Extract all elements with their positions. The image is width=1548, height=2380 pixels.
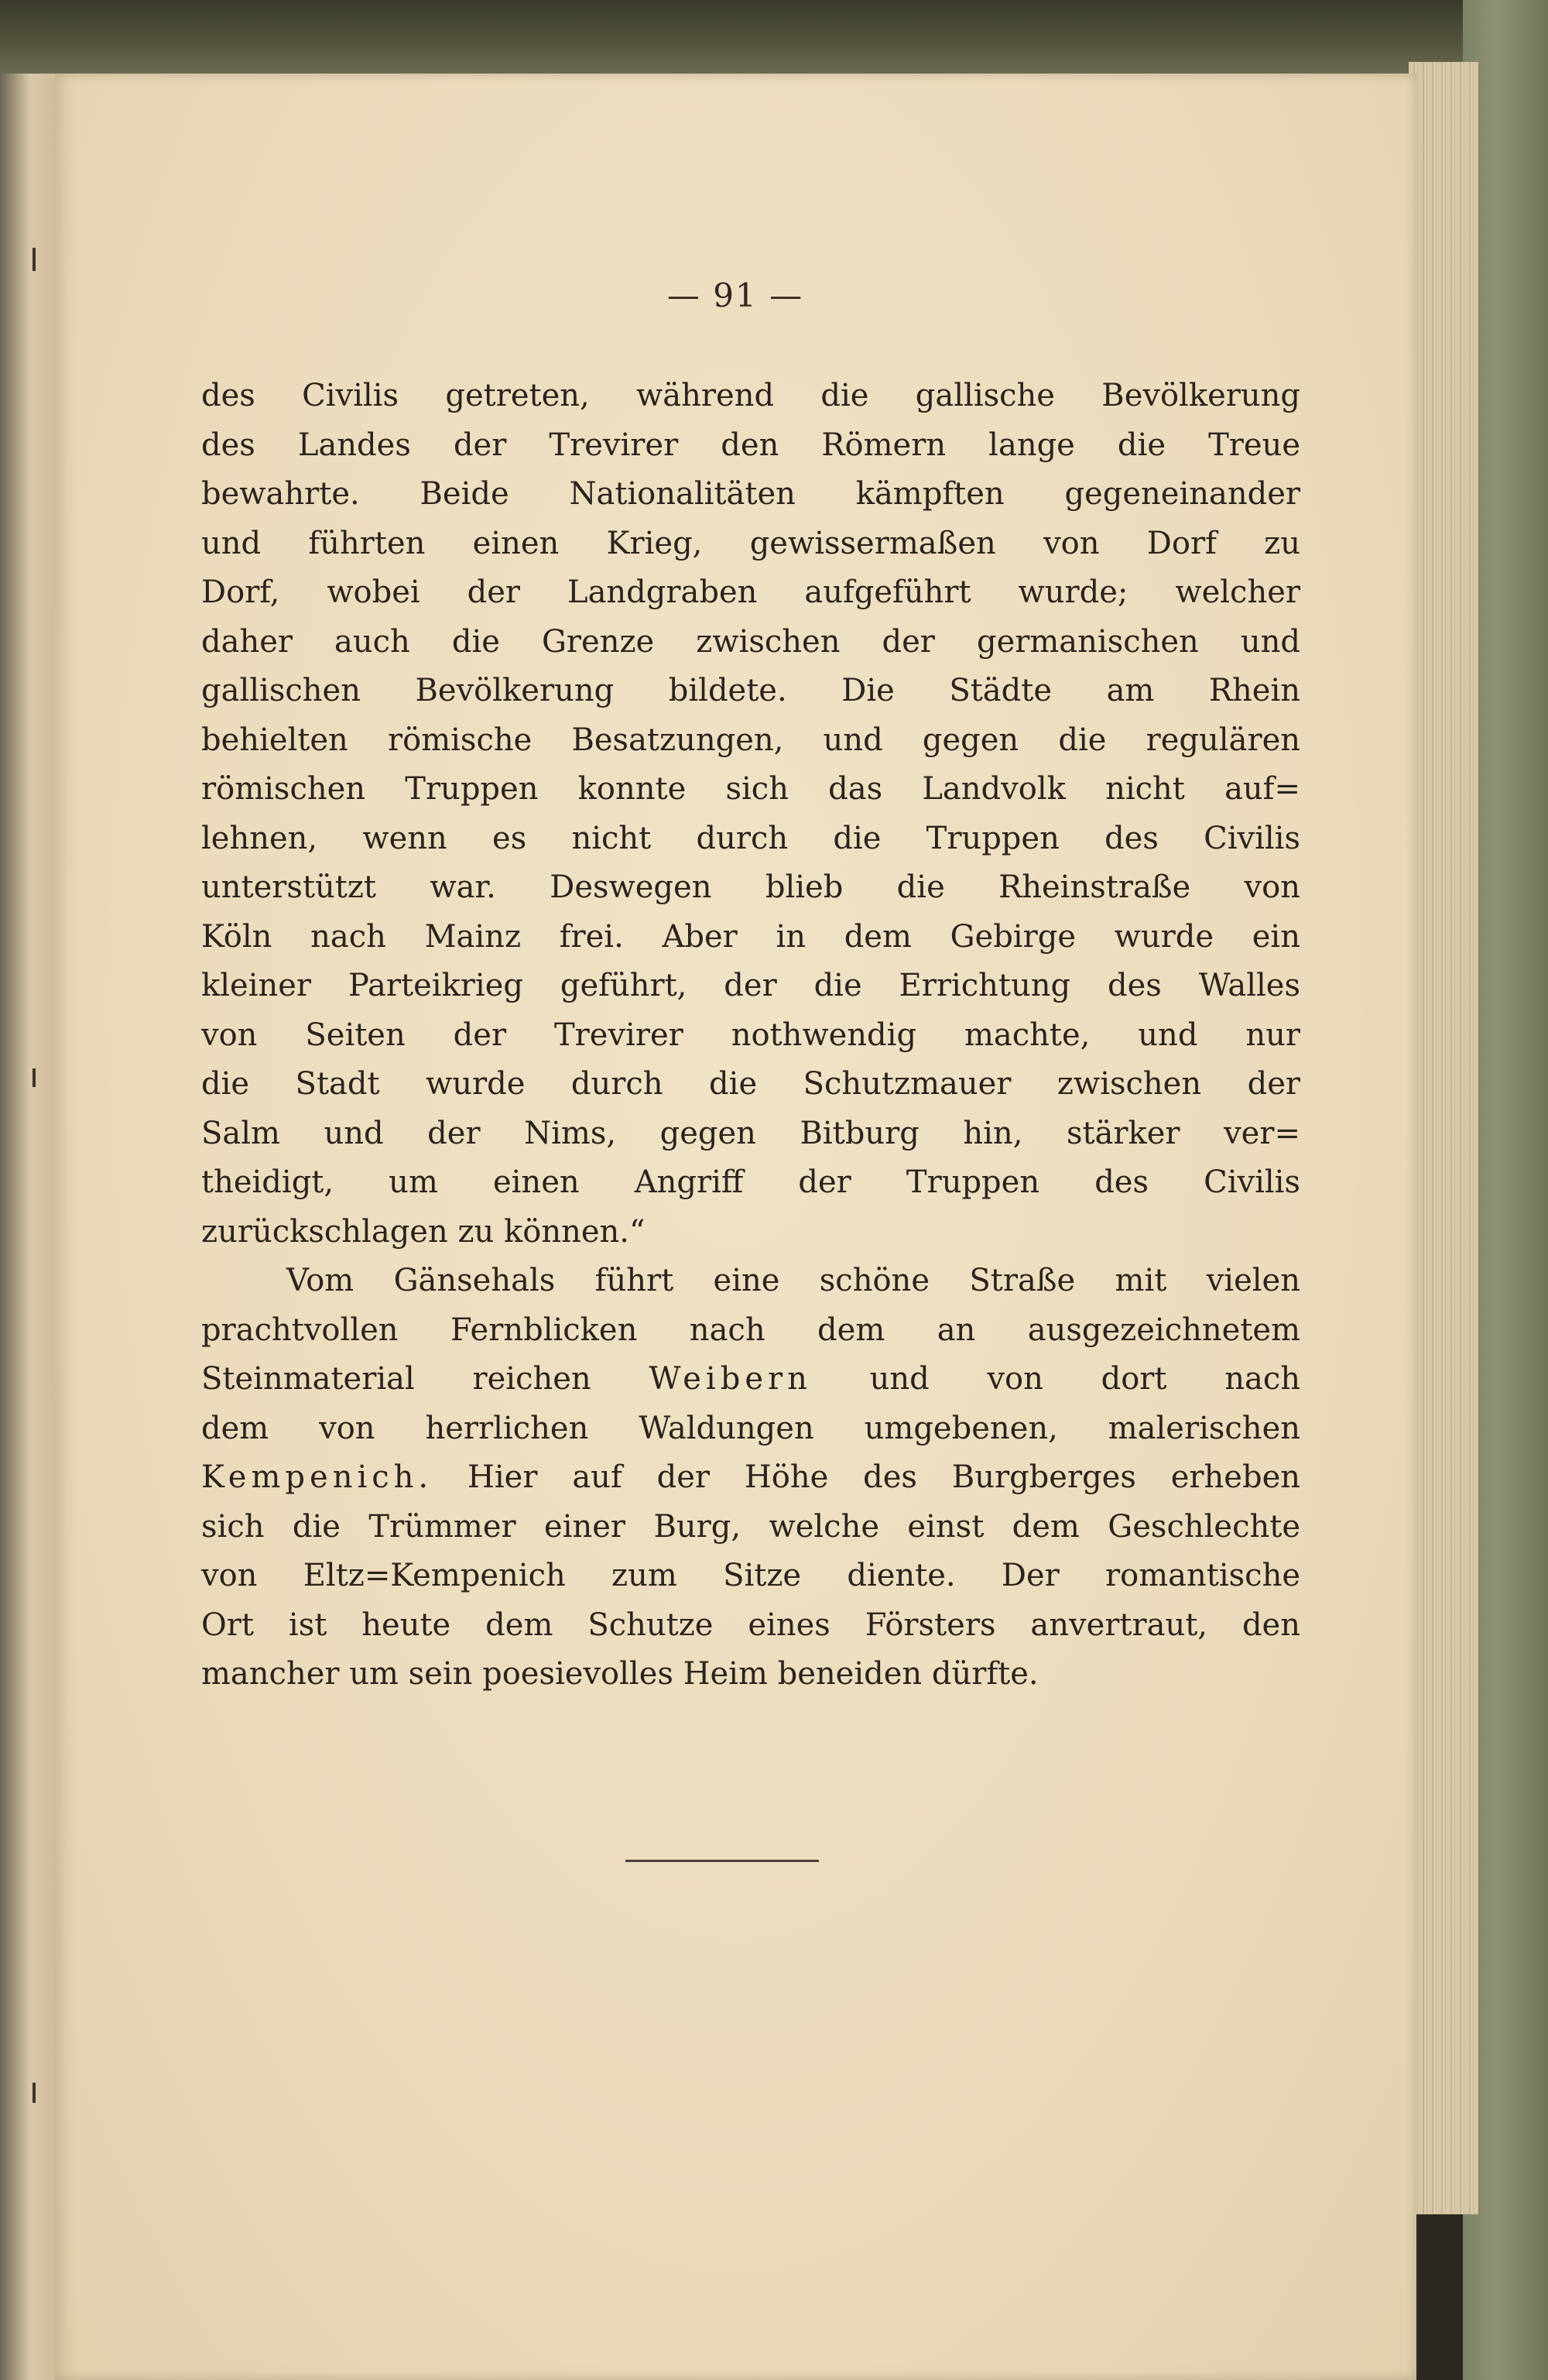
book-page [54, 74, 1416, 2380]
page-stack-edge [1409, 62, 1480, 2214]
body-text [201, 372, 1300, 1699]
place-name-spaced: Weibern [649, 1361, 812, 1397]
text-line: Salm und der Nims, gegen Bitburg hin, stärker ver= [201, 1115, 1300, 1151]
left-page-edge [0, 74, 54, 2380]
text-line: Köln nach Mainz frei. Aber in dem Gebirge wurde ein [201, 918, 1300, 955]
text-fragment: Steinmaterial reichen [201, 1361, 591, 1397]
margin-mark [33, 2083, 36, 2103]
text-line: zurückschlagen zu können.“ [201, 1213, 646, 1250]
text-line: Ort ist heute dem Schutze eines Försters anvertraut, den [201, 1607, 1300, 1643]
text-line: behielten römische Besatzungen, und gegen die regulären [201, 722, 1300, 758]
text-fragment: und von dort nach [869, 1361, 1300, 1397]
text-line: unterstützt war. Deswegen blieb die Rheinstraße von [201, 869, 1300, 905]
text-line: des Landes der Trevirer den Römern lange die Treue [201, 427, 1300, 463]
text-line: daher auch die Grenze zwischen der germanischen und [201, 623, 1300, 660]
text-line: prachtvollen Fernblicken nach dem an ausgezeichnetem [201, 1312, 1300, 1348]
text-fragment: Hier auf der Höhe des Burgberges erheben [467, 1459, 1301, 1495]
margin-mark [33, 248, 36, 271]
text-line: theidigt, um einen Angriff der Truppen des Civilis [201, 1164, 1300, 1200]
text-line: Dorf, wobei der Landgraben aufgeführt wurde; welcher [201, 574, 1300, 610]
text-line: römischen Truppen konnte sich das Landvolk nicht auf= [201, 771, 1300, 807]
margin-mark [33, 1068, 36, 1087]
text-line: gallischen Bevölkerung bildete. Die Städte am Rhein [201, 673, 1300, 708]
text-line: Vom Gänsehals führt eine schöne Straße mit vielen [286, 1263, 1300, 1298]
text-line: dem von herrlichen Waldungen umgebenen, malerischen [201, 1410, 1300, 1446]
text-line: mancher um sein poesievolles Heim beneiden dürfte. [201, 1656, 1039, 1692]
text-line: von Seiten der Trevirer nothwendig machte, und nur [201, 1017, 1300, 1053]
place-name-spaced: Kempenich. [201, 1459, 433, 1495]
text-line [201, 1453, 1300, 1503]
text-line: bewahrte. Beide Nationalitäten kämpften gegeneinander [201, 476, 1300, 512]
text-line: sich die Trümmer einer Burg, welche einst dem Geschlechte [201, 1508, 1300, 1545]
text-line: die Stadt wurde durch die Schutzmauer zwischen der [201, 1066, 1300, 1102]
top-book-edge [0, 0, 1548, 74]
text-line: kleiner Parteikrieg geführt, der die Errichtung des Walles [201, 968, 1300, 1003]
end-rule [625, 1860, 819, 1862]
text-line [201, 1355, 1300, 1404]
text-line: lehnen, wenn es nicht durch die Truppen des Civilis [201, 820, 1300, 856]
text-line: des Civilis getreten, während die gallische Bevölkerung [201, 378, 1300, 413]
page-number: — 91 — [666, 276, 804, 314]
text-line: von Eltz=Kempenich zum Sitze diente. Der romantische [201, 1558, 1300, 1593]
text-line: und führten einen Krieg, gewissermaßen von Dorf zu [201, 525, 1300, 561]
